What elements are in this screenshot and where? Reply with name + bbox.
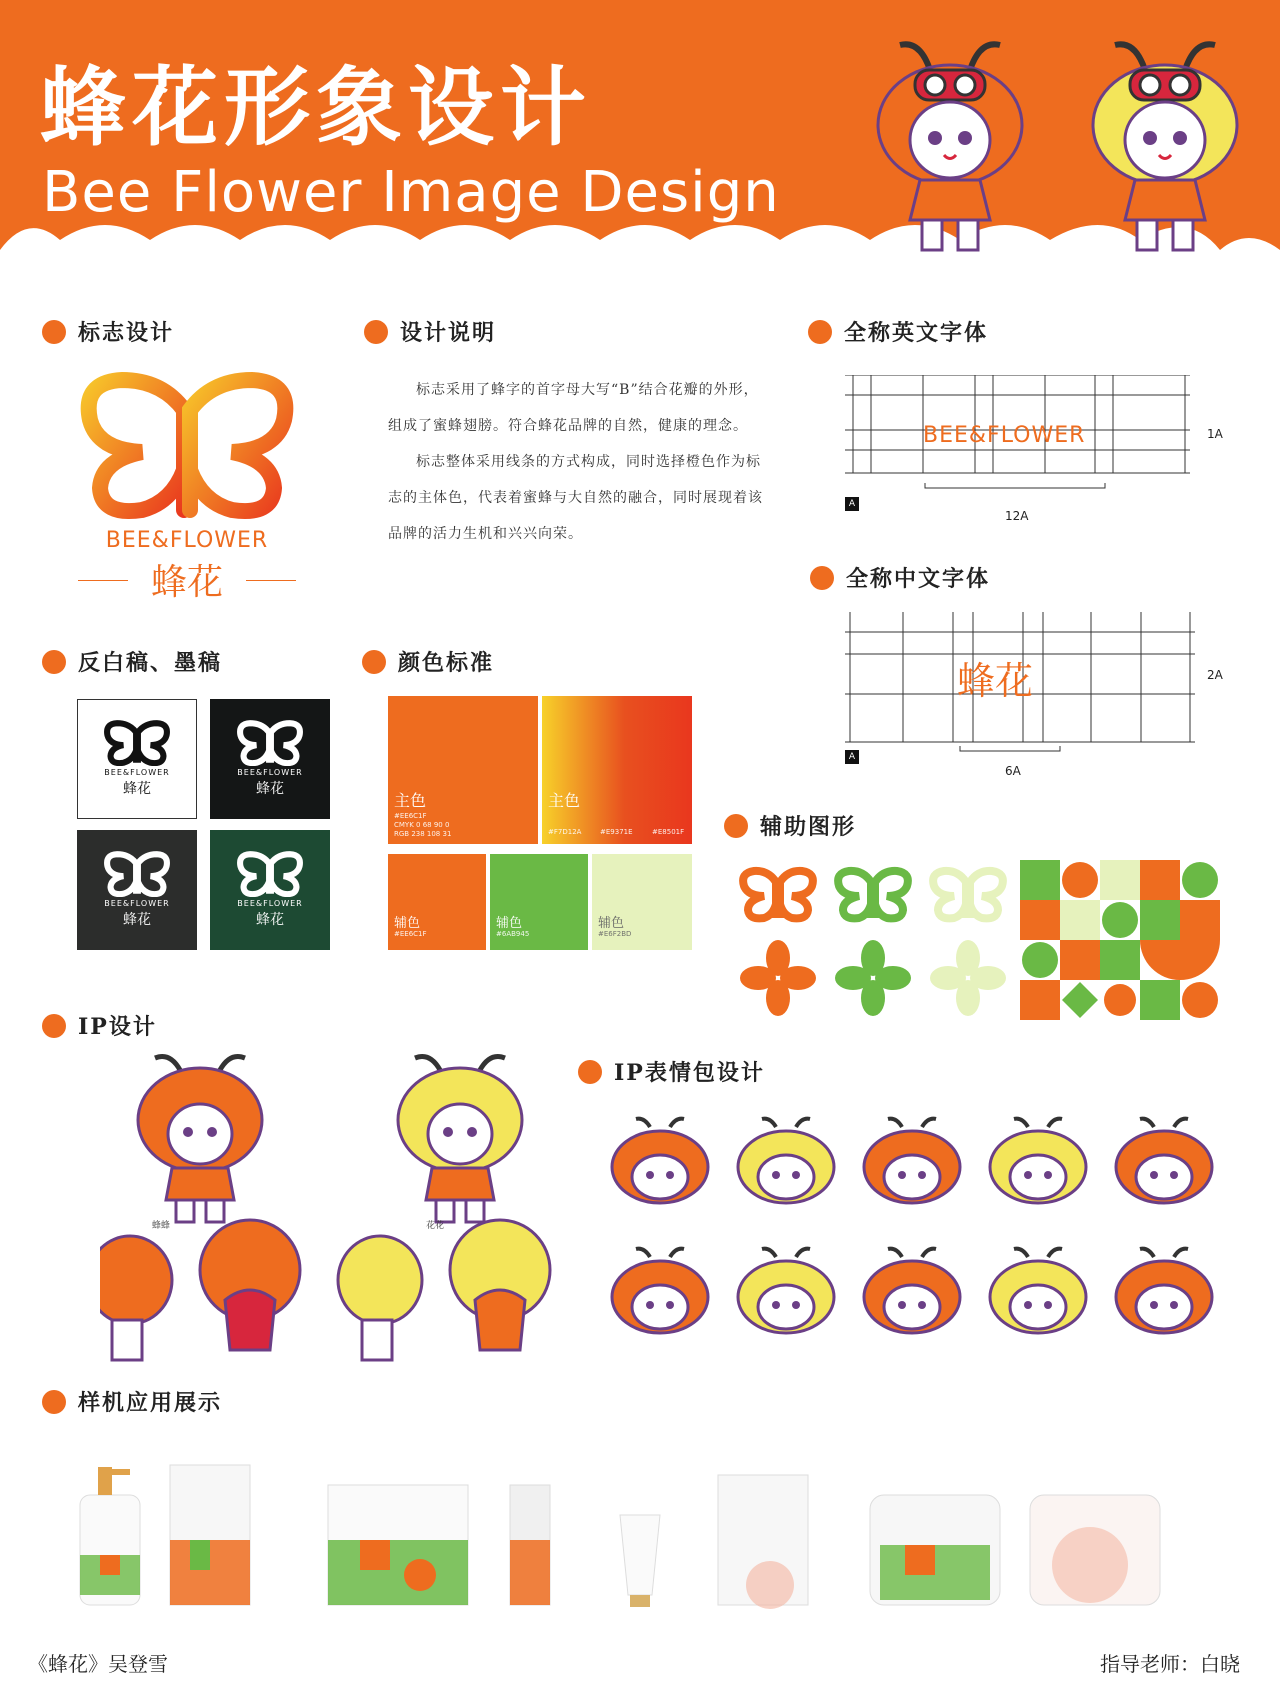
section-emoji-heading: IP表情包设计 (578, 1056, 765, 1087)
unit-marker: A (845, 497, 859, 511)
cn-width-bracket (845, 742, 1195, 762)
unit-marker: A (845, 750, 859, 764)
mascot-yellow (1075, 30, 1255, 260)
logo-english-text: BEE&FLOWER (105, 528, 269, 553)
bullet-icon (42, 650, 66, 674)
mockups-row (70, 1455, 1250, 1615)
reverse-tile-en: BEE&FLOWER (104, 899, 170, 908)
logo-chinese-text: 蜂花 (72, 554, 302, 605)
page-subtitle: Bee Flower Image Design (42, 160, 780, 225)
bullet-icon (42, 320, 66, 344)
section-aux-heading: 辅助图形 (724, 810, 856, 841)
reverse-tile-en: BEE&FLOWER (237, 768, 303, 777)
bullet-icon (810, 566, 834, 590)
mascot-orange (860, 30, 1040, 260)
section-mockup-heading: 样机应用展示 (42, 1386, 222, 1417)
header-banner (0, 0, 1280, 300)
aux-pattern-panel (1020, 860, 1220, 1020)
brand-logo (72, 370, 302, 603)
page-title: 蜂花形象设计 (40, 57, 592, 158)
reverse-tile-en: BEE&FLOWER (237, 899, 303, 908)
cn-height-label: 2A (1207, 668, 1223, 682)
butterfly-logo-icon (72, 370, 302, 520)
section-colors-heading: 颜色标准 (362, 646, 494, 677)
reverse-tile-cn: 蜂花 (123, 781, 151, 797)
bullet-icon (42, 1390, 66, 1414)
color-swatch-aux-pale: 辅色 #E6F2BD (592, 854, 692, 950)
reverse-tile-white (77, 699, 197, 819)
emoji-grid (610, 1115, 1230, 1355)
bullet-icon (362, 650, 386, 674)
cn-font-grid (845, 612, 1223, 778)
description-paragraph-1: 标志采用了蜂字的首字母大写“B”结合花瓣的外形，组成了蜜蜂翅膀。符合蜂花品牌的自然，健康的理念。 (388, 382, 759, 434)
instructor-credit: 指导老师：白晓 (1100, 1652, 1240, 1676)
butterfly-logo-icon (102, 851, 172, 897)
section-en-font-heading: 全称英文字体 (808, 316, 988, 347)
reverse-tile-dark-green (210, 830, 330, 950)
author-credit: 《蜂花》吴登雪 (28, 1652, 168, 1676)
reverse-tile-en: BEE&FLOWER (104, 768, 170, 777)
bullet-icon (364, 320, 388, 344)
en-width-label: 12A (1005, 509, 1029, 523)
reverse-tile-cn: 蜂花 (256, 781, 284, 797)
ip-name-yellow: 花花 (426, 1221, 445, 1231)
bullet-icon (578, 1060, 602, 1084)
reverse-tile-black (210, 699, 330, 819)
section-cn-font-heading: 全称中文字体 (810, 562, 990, 593)
reverse-tile-dark-gray (77, 830, 197, 950)
en-grid-text: BEE&FLOWER (923, 423, 1086, 448)
ip-orange-character-views (100, 1050, 330, 1370)
color-swatch-aux-green: 辅色 #6AB945 (490, 854, 588, 950)
section-logo-heading: 标志设计 (42, 316, 174, 347)
color-swatch-aux-orange: 辅色 #EE6C1F (388, 854, 486, 950)
cn-grid-text: 蜂花 (957, 659, 1034, 703)
description-paragraph-2: 标志整体采用线条的方式构成，同时选择橙色作为标志的主体色，代表着蜜蜂与大自然的融合，同时展现着该品牌的活力生机和兴兴向荣。 (388, 454, 763, 542)
section-reverse-heading: 反白稿、墨稿 (42, 646, 222, 677)
color-swatch-main-1: 主色 #EE6C1F CMYK 0 68 90 0 RGB 238 108 31 (388, 696, 538, 844)
section-description-heading: 设计说明 (364, 316, 496, 347)
design-description (388, 372, 773, 552)
en-height-label: 1A (1207, 427, 1223, 441)
color-swatch-main-gradient: 主色 #F7D12A #E9371E #E8501F (542, 696, 692, 844)
ip-yellow-character-views (330, 1050, 570, 1370)
bullet-icon (724, 814, 748, 838)
aux-graphics-icons (735, 860, 1035, 1020)
section-ip-heading: IP设计 (42, 1010, 157, 1041)
reverse-tile-cn: 蜂花 (123, 912, 151, 928)
ip-name-orange: 蜂蜂 (152, 1221, 171, 1231)
cn-width-label: 6A (1005, 764, 1021, 778)
bullet-icon (42, 1014, 66, 1038)
en-font-grid (845, 375, 1223, 523)
bullet-icon (808, 320, 832, 344)
butterfly-logo-icon (102, 720, 172, 766)
butterfly-logo-icon (235, 720, 305, 766)
butterfly-logo-icon (235, 851, 305, 897)
reverse-tile-cn: 蜂花 (256, 912, 284, 928)
